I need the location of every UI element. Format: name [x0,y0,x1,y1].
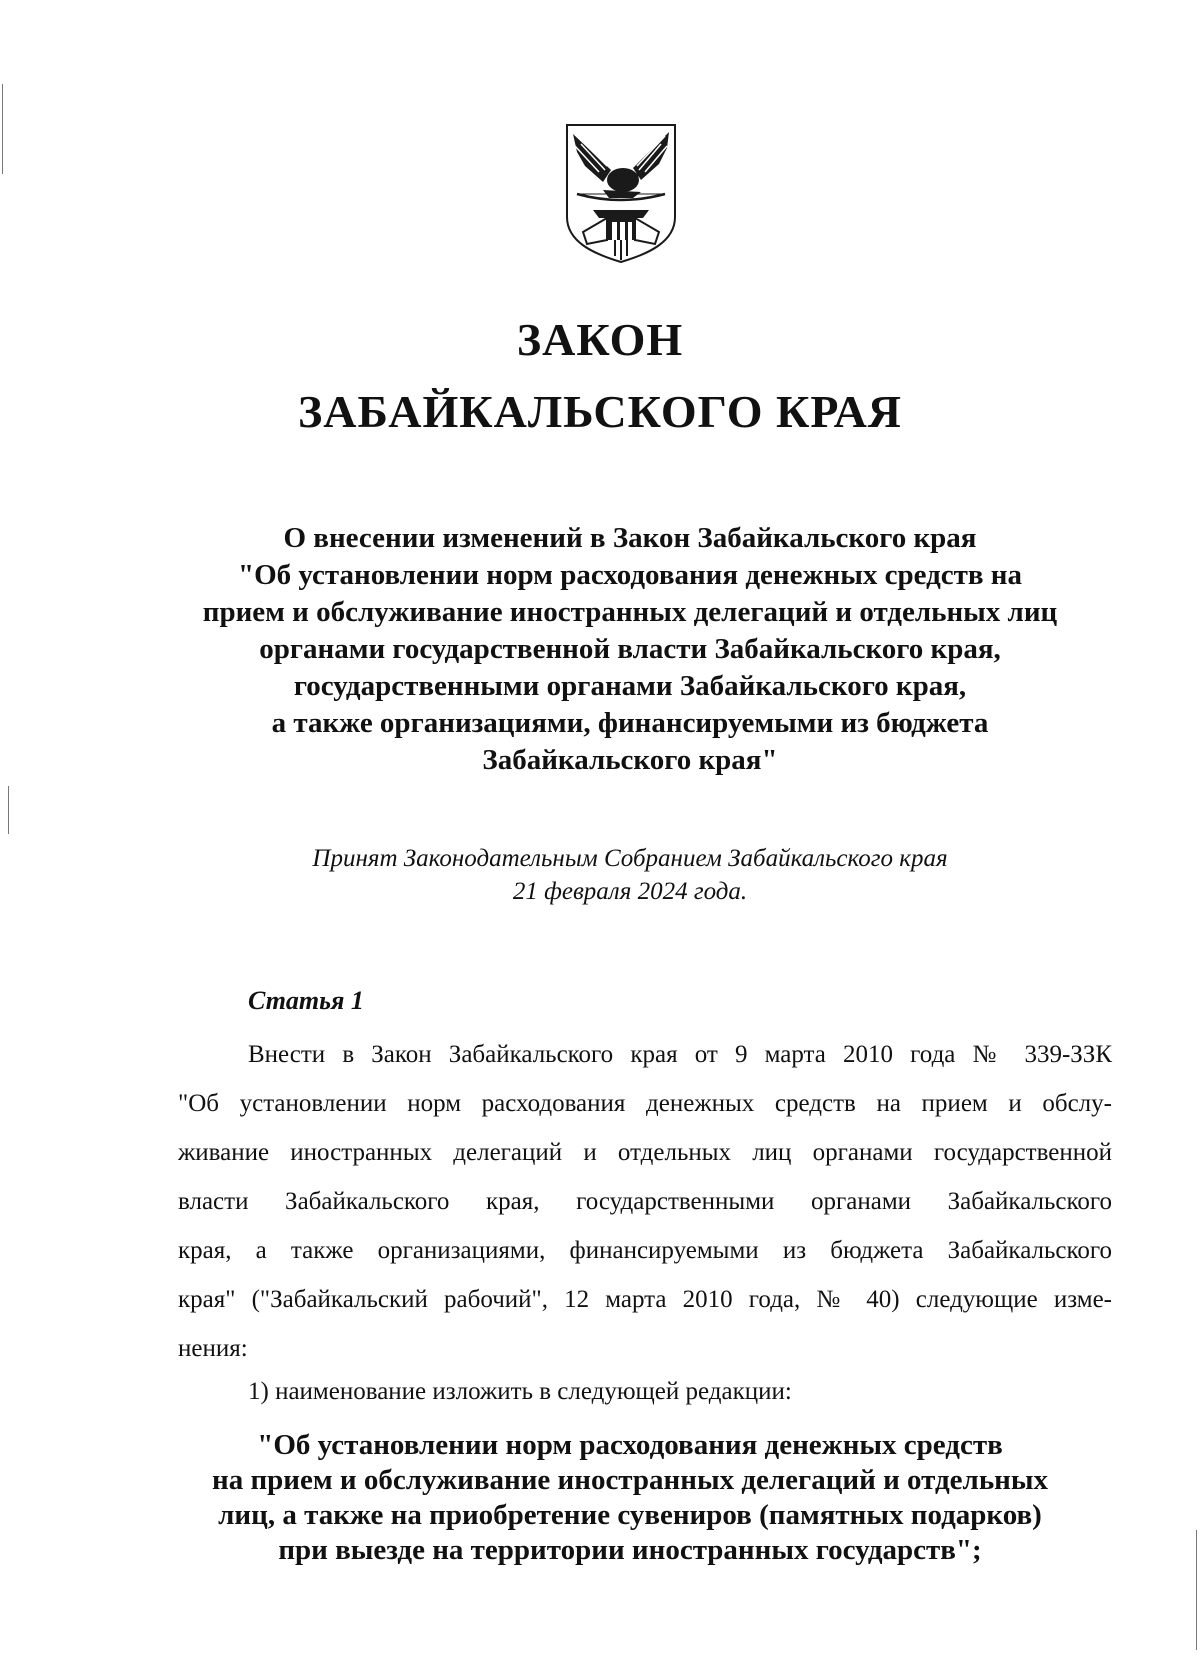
law-subtitle [160,520,1100,779]
new-title-line: "Об установлении норм расходования денежных средств [257,1429,1003,1461]
article-heading: Статья 1 [248,986,364,1015]
paragraph-line: Внести в Закон Забайкальского края от 9 марта 2010 года № 339-ЗЗК [248,1041,1112,1068]
scan-artifact [2,84,3,174]
scan-artifact [8,786,9,834]
new-title-line: на прием и обслуживание иностранных делегаций и отдельных [211,1464,1049,1496]
document-title-law: ЗАКОН [516,314,684,365]
paragraph-line: "Об установлении норм расходования денежных средств на прием и обслу- [178,1090,1112,1117]
paragraph-line: края, а также организациями, финансируемыми из бюджета Забайкальского [178,1237,1112,1264]
new-title-line: при выезде на территории иностранных государств"; [278,1534,982,1566]
subtitle-line: "Об установлении норм расходования денежных средств на [238,559,1022,591]
paragraph-line: нения: [178,1335,248,1362]
paragraph-line: живание иностранных делегаций и отдельных лиц органами государственной [178,1139,1112,1166]
document-title-region: ЗАБАЙКАЛЬСКОГО КРАЯ [297,386,903,437]
subtitle-line: О внесении изменений в Закон Забайкальского края [283,522,977,554]
subtitle-line: прием и обслуживание иностранных делегаций и отдельных лиц [202,596,1058,628]
adoption-date: 21 февраля 2024 года. [512,878,748,905]
scan-artifact [1196,1530,1197,1650]
subtitle-line: Забайкальского края" [482,744,778,776]
subtitle-line: а также организациями, финансируемыми из бюджета [271,707,989,739]
new-law-title [160,1428,1100,1568]
paragraph-line: власти Забайкальского края, государственными органами Забайкальского [178,1188,1112,1215]
new-title-line: лиц, а также на приобретение сувениров (памятных подарков) [218,1499,1042,1531]
subtitle-line: органами государственной власти Забайкальского края, [259,633,1001,665]
adoption-body: Принят Законодательным Собранием Забайкальского края [312,845,948,872]
paragraph-line: края" ("Забайкальский рабочий", 12 марта 2010 года, № 40) следующие изме- [178,1286,1112,1313]
list-item-1: 1) наименование изложить в следующей редакции: [248,1378,792,1405]
subtitle-line: государственными органами Забайкальского края, [293,670,967,702]
coat-of-arms-emblem [563,122,679,264]
adoption-note [160,842,1100,908]
